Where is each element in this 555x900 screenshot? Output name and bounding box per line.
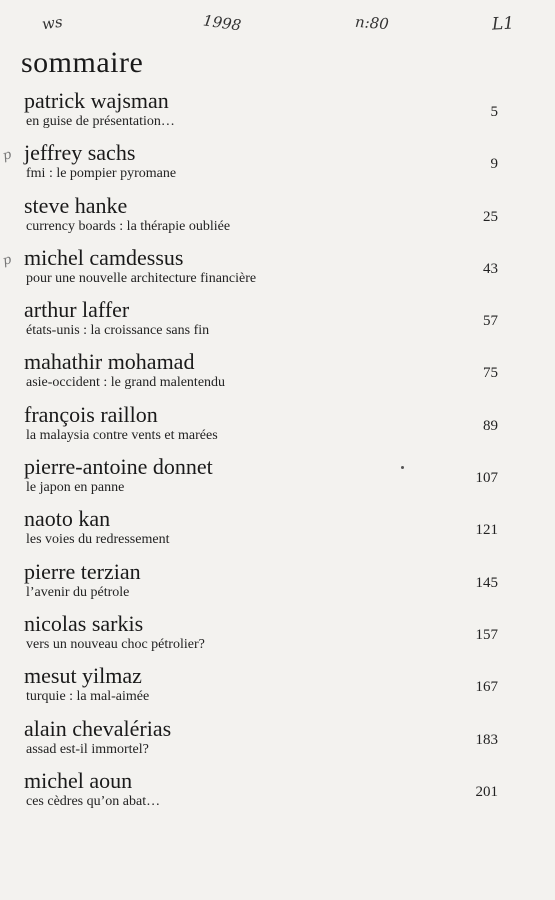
- entry-page: 25: [483, 208, 498, 225]
- entry-page: 9: [490, 156, 498, 173]
- list-item: [0, 245, 555, 297]
- entry-subtitle: l’avenir du pétrole: [26, 584, 130, 600]
- list-item: [0, 88, 555, 140]
- entry-page: 183: [475, 731, 498, 748]
- list-item: [0, 663, 555, 715]
- entry-subtitle: vers un nouveau choc pétrolier?: [26, 636, 205, 652]
- entry-author: steve hanke: [24, 192, 128, 218]
- entry-page: 201: [475, 783, 498, 800]
- entry-author: michel aoun: [24, 767, 133, 793]
- entry-subtitle: le japon en panne: [26, 480, 125, 496]
- entry-author: pierre terzian: [24, 558, 141, 584]
- handwritten-year: 1998: [201, 11, 243, 35]
- entry-page: 145: [475, 574, 498, 591]
- list-item: [0, 559, 555, 611]
- entry-subtitle: asie-occident : le grand malentendu: [26, 375, 226, 391]
- page-title: sommaire: [21, 46, 144, 79]
- entry-subtitle: pour une nouvelle architecture financière: [26, 270, 257, 286]
- list-item: [0, 140, 555, 192]
- entry-page: 89: [483, 417, 498, 434]
- entry-subtitle: assad est-il immortel?: [26, 741, 149, 757]
- entry-page: 167: [475, 679, 498, 696]
- list-item: [0, 611, 555, 663]
- list-item: [0, 349, 555, 401]
- entry-page: 43: [483, 260, 498, 277]
- entry-author: arthur laffer: [24, 297, 130, 323]
- margin-mark: p: [1, 252, 14, 269]
- list-item: [0, 454, 555, 506]
- margin-mark: p: [1, 147, 14, 165]
- entry-page: 157: [475, 626, 498, 643]
- list-item: [0, 297, 555, 349]
- scan-speck: [401, 466, 404, 469]
- entry-subtitle: fmi : le pompier pyromane: [26, 166, 177, 182]
- entry-subtitle: turquie : la mal-aimée: [26, 689, 150, 705]
- entry-author: nicolas sarkis: [24, 610, 144, 636]
- entry-author: pierre-antoine donnet: [24, 454, 213, 480]
- entry-subtitle: états-unis : la croissance sans fin: [26, 323, 210, 339]
- list-item: [0, 506, 555, 558]
- entry-subtitle: currency boards : la thérapie oubliée: [26, 218, 231, 234]
- entry-subtitle: ces cèdres qu’on abat…: [26, 793, 161, 809]
- handwritten-note: ws: [40, 12, 64, 34]
- entry-page: 107: [475, 470, 498, 487]
- entry-author: mahathir mohamad: [24, 349, 195, 375]
- entry-author: naoto kan: [24, 506, 111, 532]
- entry-author: michel camdessus: [24, 244, 184, 270]
- entry-page: 57: [483, 313, 498, 330]
- entry-subtitle: la malaysia contre vents et marées: [26, 427, 218, 443]
- handwritten-ref: L1: [491, 13, 515, 35]
- contents-list: [0, 88, 555, 820]
- entry-page: 75: [483, 365, 498, 382]
- entry-author: patrick wajsman: [24, 88, 169, 113]
- entry-page: 121: [475, 522, 498, 539]
- entry-author: françois raillon: [24, 401, 158, 427]
- list-item: [0, 193, 555, 245]
- handwritten-number: n:80: [354, 12, 390, 34]
- entry-author: alain chevalérias: [24, 715, 172, 741]
- list-item: [0, 716, 555, 768]
- entry-author: mesut yilmaz: [24, 663, 142, 689]
- list-item: [0, 402, 555, 454]
- list-item: [0, 768, 555, 820]
- entry-author: jeffrey sachs: [24, 140, 136, 166]
- entry-subtitle: les voies du redressement: [26, 532, 170, 548]
- entry-subtitle: en guise de présentation…: [26, 114, 175, 129]
- entry-page: 5: [490, 104, 498, 120]
